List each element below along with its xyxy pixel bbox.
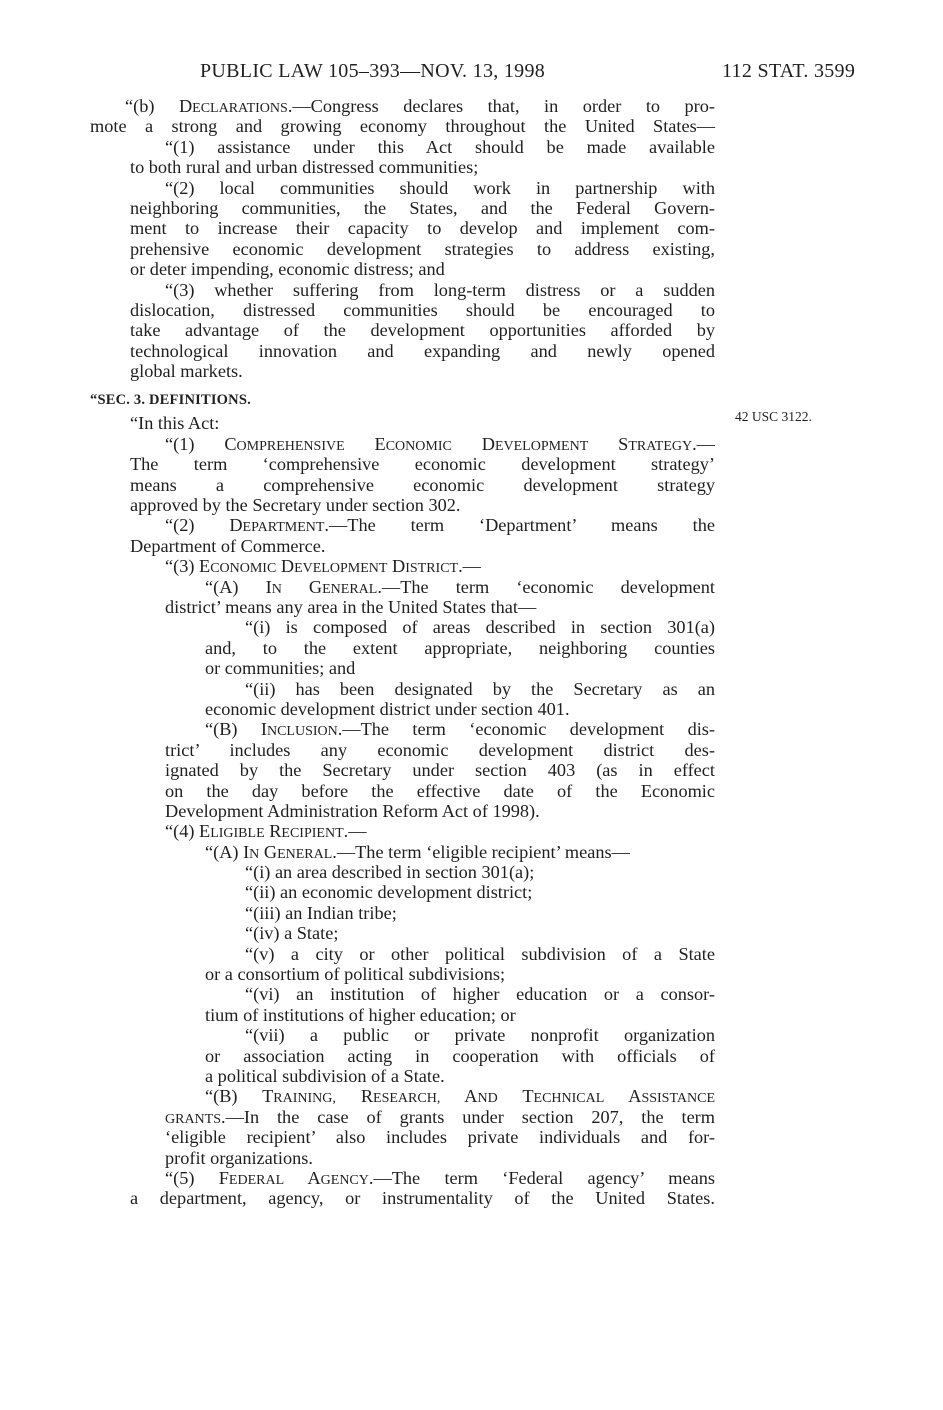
text-line: “In this Act: bbox=[130, 413, 220, 434]
text-line: ment to increase their capacity to develop and implement com- bbox=[130, 218, 715, 239]
text-line: mote a strong and growing economy throughout the United States— bbox=[90, 116, 715, 137]
text-line: “(2) DEPARTMENT.—The term ‘Department’ means the bbox=[165, 515, 715, 536]
running-header-citation: PUBLIC LAW 105–393—NOV. 13, 1998 bbox=[200, 60, 546, 82]
text-line: neighboring communities, the States, and the Federal Govern- bbox=[130, 197, 715, 218]
statute-text bbox=[90, 96, 715, 1209]
text-line: technological innovation and expanding and newly opened bbox=[130, 340, 715, 361]
declarations-block bbox=[90, 96, 715, 381]
text-line: Department of Commerce. bbox=[130, 535, 326, 556]
text-line: trict’ includes any economic development district des- bbox=[165, 739, 715, 760]
text-line: or association acting in cooperation with officials of bbox=[205, 1045, 715, 1066]
text-line: profit organizations. bbox=[165, 1147, 313, 1168]
text-line: ignated by the Secretary under section 403 (as in effect bbox=[165, 760, 715, 781]
text-line: on the day before the effective date of the Economic bbox=[165, 780, 715, 801]
text-line: ‘eligible recipient’ also includes private individuals and for- bbox=[165, 1127, 715, 1148]
text-line: “(3) whether suffering from long-term distress or a sudden bbox=[165, 279, 715, 300]
text-line: district’ means any area in the United States that— bbox=[165, 596, 537, 617]
text-line: “(vii) a public or private nonprofit organization bbox=[245, 1025, 715, 1046]
text-line: “(4) ELIGIBLE RECIPIENT.— bbox=[165, 821, 367, 842]
text-line: to both rural and urban distressed communities; bbox=[130, 157, 479, 178]
running-header-statute-page: 112 STAT. 3599 bbox=[722, 60, 856, 82]
text-line: “(ii) an economic development district; bbox=[245, 882, 533, 903]
text-line: “(5) FEDERAL AGENCY.—The term ‘Federal agency’ means bbox=[165, 1167, 715, 1188]
text-line: “(3) ECONOMIC DEVELOPMENT DISTRICT.— bbox=[165, 556, 481, 577]
margin-note-usc-citation: 42 USC 3122. bbox=[735, 409, 812, 424]
text-line: or deter impending, economic distress; and bbox=[130, 259, 445, 280]
text-line: “(A) IN GENERAL.—The term ‘eligible recipient’ means— bbox=[205, 841, 630, 862]
text-line: “(A) IN GENERAL.—The term ‘economic development bbox=[205, 576, 715, 597]
text-line: “(iv) a State; bbox=[245, 923, 339, 944]
definitions-block bbox=[90, 413, 715, 1208]
text-line: economic development district under section 401. bbox=[205, 698, 570, 719]
text-line: global markets. bbox=[130, 361, 243, 382]
text-line: a political subdivision of a State. bbox=[205, 1065, 445, 1086]
text-line: take advantage of the development opportunities afforded by bbox=[130, 320, 715, 341]
text-line: “(v) a city or other political subdivision of a State bbox=[245, 943, 715, 964]
text-line: GRANTS.—In the case of grants under section 207, the term bbox=[165, 1106, 715, 1127]
text-line: “(B) TRAINING, RESEARCH, AND TECHNICAL ASSISTANCE bbox=[205, 1086, 715, 1107]
text-line: “(i) is composed of areas described in section 301(a) bbox=[245, 617, 715, 638]
text-line: and, to the extent appropriate, neighboring counties bbox=[205, 637, 715, 658]
text-line: “(ii) has been designated by the Secretary as an bbox=[245, 678, 715, 699]
text-line: approved by the Secretary under section 302. bbox=[130, 495, 461, 516]
text-line: “(i) an area described in section 301(a); bbox=[245, 862, 535, 883]
text-line: Development Administration Reform Act of 1998). bbox=[165, 800, 540, 821]
section-heading: “SEC. 3. DEFINITIONS. bbox=[90, 392, 251, 409]
text-line: means a comprehensive economic development strategy bbox=[130, 474, 715, 495]
text-line: “(B) INCLUSION.—The term ‘economic development dis- bbox=[205, 719, 715, 740]
text-line: or communities; and bbox=[205, 658, 356, 679]
text-line: prehensive economic development strategies to address existing, bbox=[130, 238, 715, 259]
text-line: “(iii) an Indian tribe; bbox=[245, 902, 397, 923]
text-line: dislocation, distressed communities should be encouraged to bbox=[130, 299, 715, 320]
text-line: “(1) COMPREHENSIVE ECONOMIC DEVELOPMENT STRATEGY.— bbox=[165, 433, 715, 454]
text-line: or a consortium of political subdivisions; bbox=[205, 964, 506, 985]
text-line: The term ‘comprehensive economic development strategy’ bbox=[130, 454, 715, 475]
text-line: tium of institutions of higher education; or bbox=[205, 1004, 516, 1025]
text-line: “(2) local communities should work in partnership with bbox=[165, 177, 715, 198]
text-line: “(vi) an institution of higher education or a consor- bbox=[245, 984, 715, 1005]
text-line: a department, agency, or instrumentality of the United States. bbox=[130, 1188, 715, 1209]
text-line: “(b) DECLARATIONS.—Congress declares that, in order to pro- bbox=[125, 96, 715, 116]
text-line: “(1) assistance under this Act should be made available bbox=[165, 136, 715, 157]
